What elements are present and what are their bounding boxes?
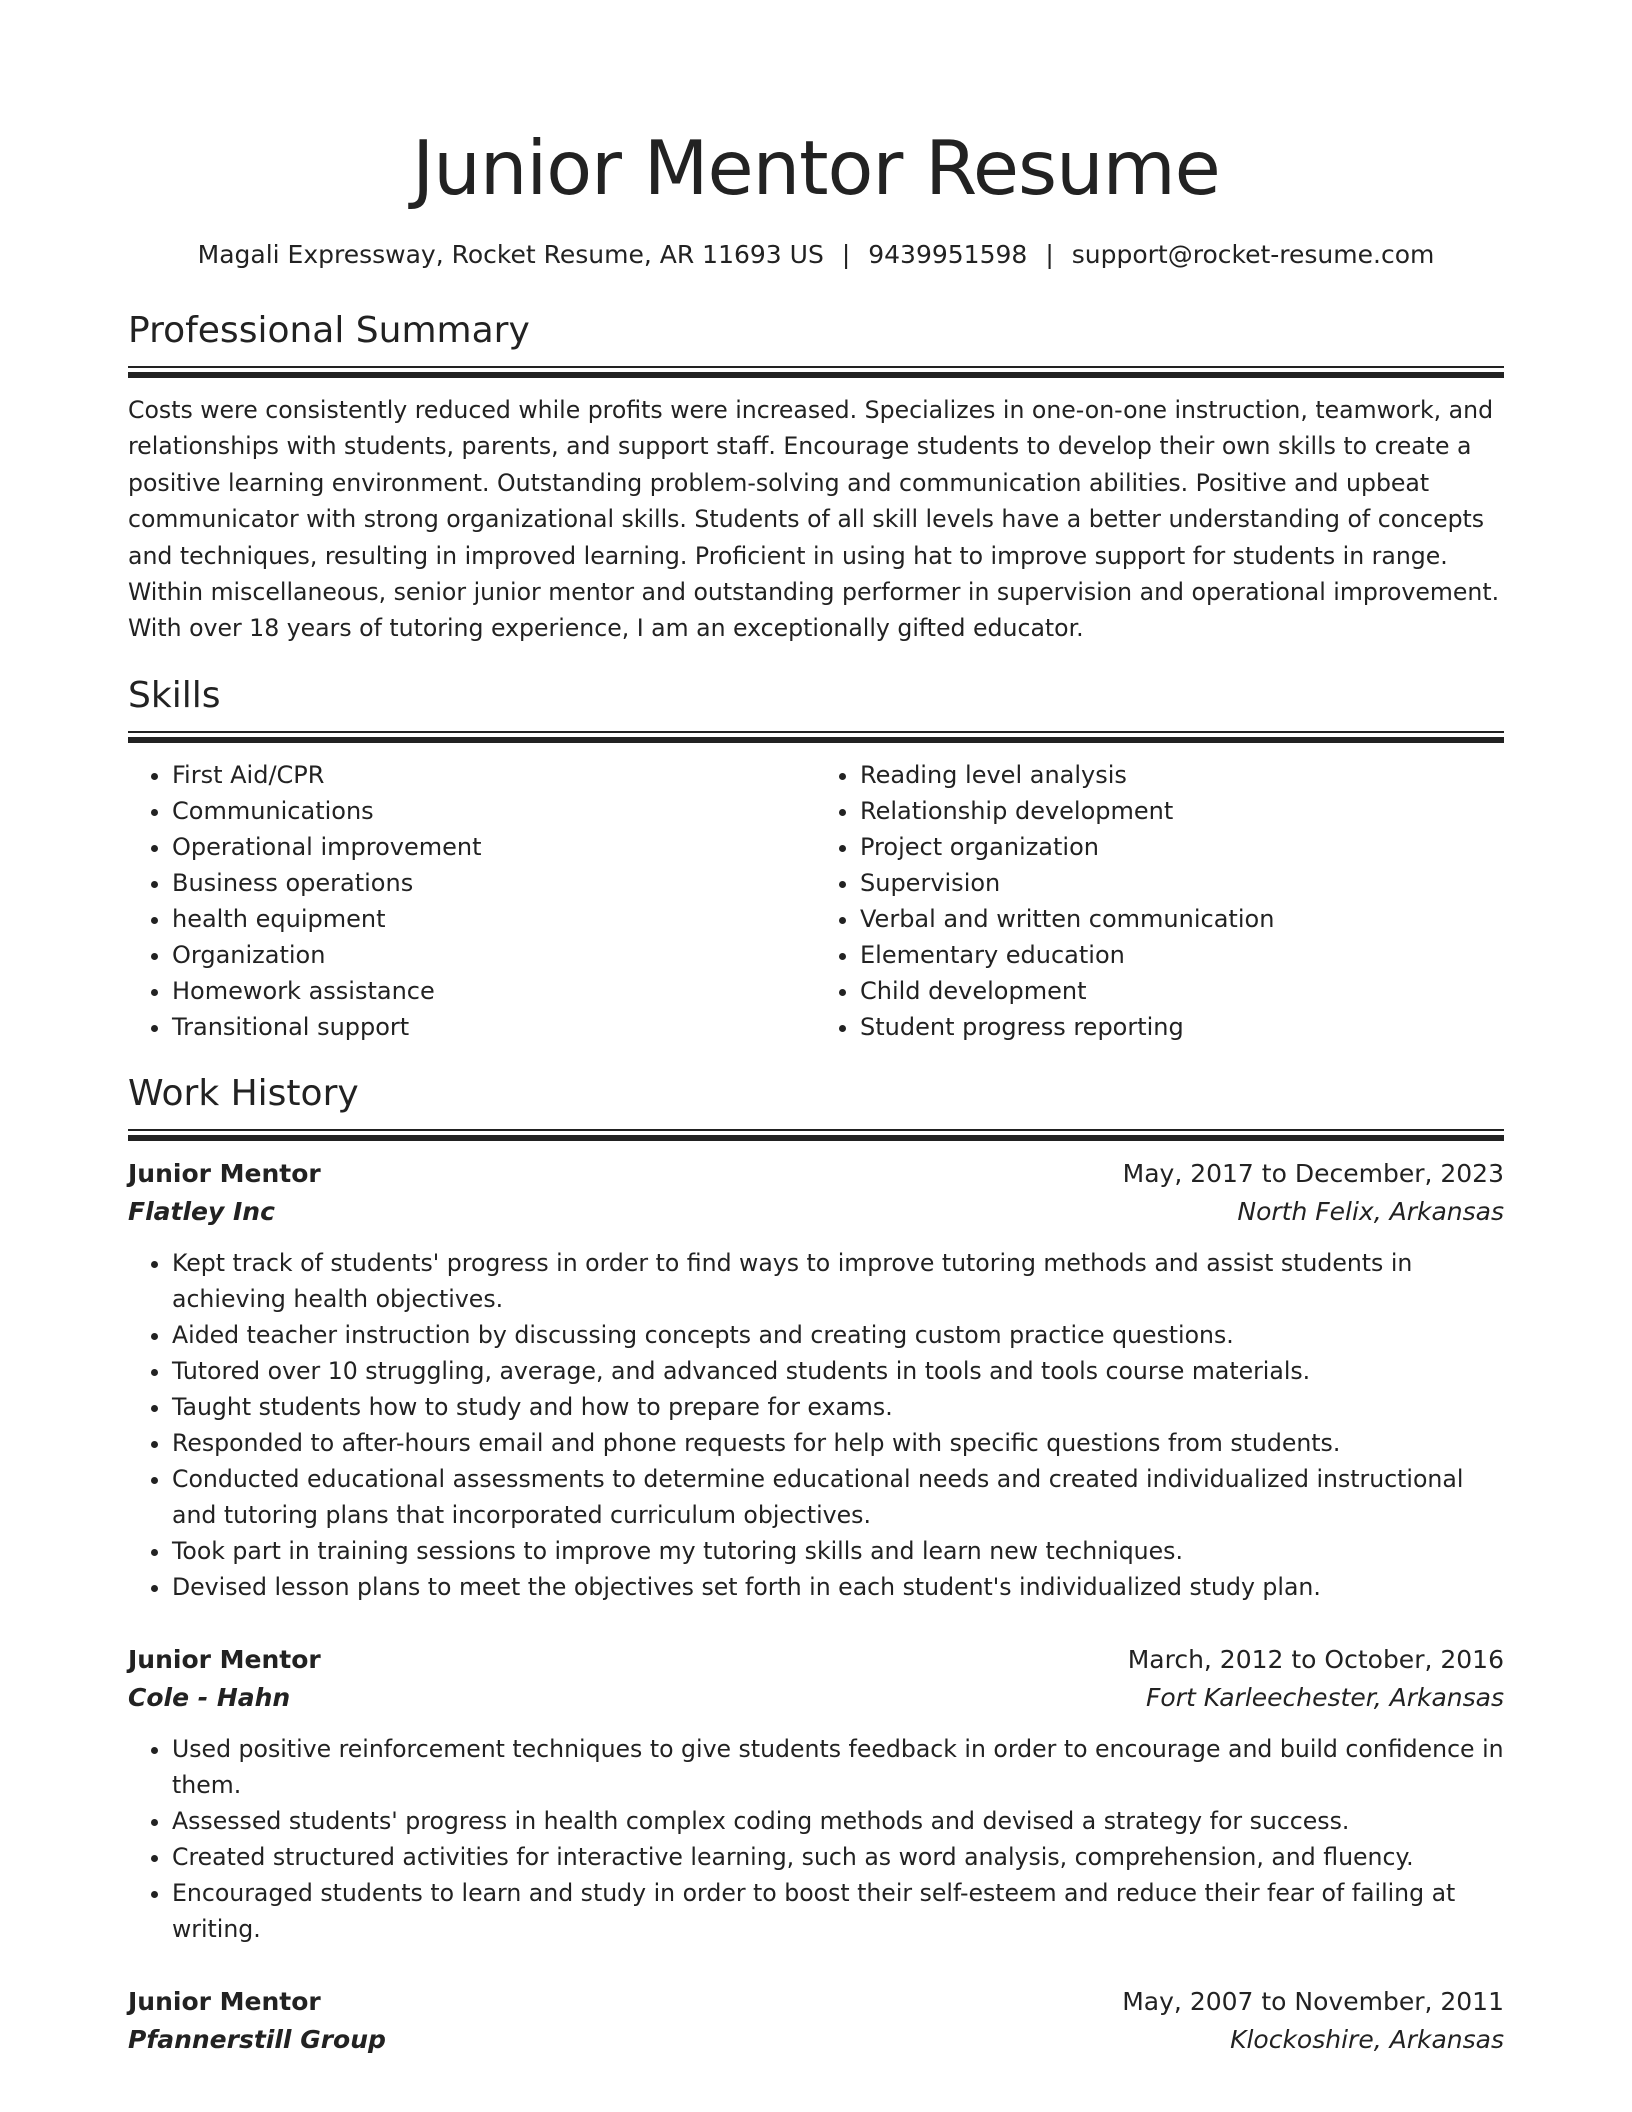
job-title: Junior Mentor — [128, 1986, 321, 2016]
skill-item: • Homework assistance — [172, 973, 816, 1009]
skill-item: • Child development — [860, 973, 1504, 1009]
job-title: Junior Mentor — [128, 1644, 321, 1674]
skills-section — [128, 673, 1504, 1045]
job-bullet: • Aided teacher instruction by discussing concepts and creating custom practice questions. — [172, 1317, 1504, 1353]
job-entry — [128, 1983, 1504, 2059]
contact-phone: 9439951598 — [868, 240, 1028, 269]
skill-item: • Relationship development — [860, 793, 1504, 829]
skill-item: • Verbal and written communication — [860, 901, 1504, 937]
job-dates: May, 2007 to November, 2011 — [1122, 1986, 1504, 2016]
skill-item: • Project organization — [860, 829, 1504, 865]
job-dates: March, 2012 to October, 2016 — [1127, 1644, 1504, 1674]
job-title: Junior Mentor — [128, 1158, 321, 1188]
job-company-row — [128, 2021, 1504, 2059]
summary-text: Costs were consistently reduced while profits were increased. Specializes in one-on-one instruction, teamwork, and relationships with students, parents, and support staff. Encourage students to develop their own skills to create a positive learning environment. Outstanding problem-solving and communication abilities. Positive and upbeat communicator with strong organizational skills. Students of all skill levels have a better understanding of concepts and techniques, resulting in improved learning. Proficient in using hat to improve support for students in range. Within miscellaneous, senior junior mentor and outstanding performer in supervision and operational improvement. With over 18 years of tutoring experience, I am an exceptionally gifted educator. — [128, 396, 1500, 643]
job-bullet-list — [128, 1731, 1504, 1947]
skill-item: • Transitional support — [172, 1009, 816, 1045]
summary-heading: Professional Summary — [128, 310, 530, 351]
skill-item: • Communications — [172, 793, 816, 829]
work-section — [128, 1071, 1504, 2059]
job-bullet: • Conducted educational assessments to determine educational needs and created individualized instructional and tutoring plans that incorporated curriculum objectives. — [172, 1461, 1504, 1533]
job-bullet-list — [128, 1245, 1504, 1605]
job-bullet: • Taught students how to study and how to prepare for exams. — [172, 1389, 1504, 1425]
job-entry — [128, 1155, 1504, 1605]
skills-columns — [128, 757, 1504, 1045]
job-dates: May, 2017 to December, 2023 — [1122, 1158, 1504, 1188]
skill-item: • Elementary education — [860, 937, 1504, 973]
section-divider — [128, 731, 1504, 743]
section-divider — [128, 1129, 1504, 1141]
job-company: Flatley Inc — [128, 1196, 275, 1226]
skills-list-left — [128, 757, 816, 1045]
contact-separator: | — [1045, 240, 1054, 269]
job-bullet: • Kept track of students' progress in order to find ways to improve tutoring methods and assist students in achieving health objectives. — [172, 1245, 1504, 1317]
resume-page — [128, 118, 1504, 2059]
job-header-row — [128, 1641, 1504, 1679]
job-company: Cole - Hahn — [128, 1682, 291, 1712]
skills-heading: Skills — [128, 674, 221, 716]
contact-email: support@rocket-resume.com — [1071, 240, 1435, 269]
job-company-row — [128, 1679, 1504, 1717]
job-bullet: • Devised lesson plans to meet the objectives set forth in each student's individualized study plan. — [172, 1569, 1504, 1605]
job-bullet: • Took part in training sessions to improve my tutoring skills and learn new techniques. — [172, 1533, 1504, 1569]
skill-item: • Student progress reporting — [860, 1009, 1504, 1045]
job-location: North Felix, Arkansas — [1237, 1196, 1504, 1226]
job-location: Klockoshire, Arkansas — [1230, 2024, 1504, 2054]
skill-item: • Operational improvement — [172, 829, 816, 865]
job-list — [128, 1155, 1504, 2059]
job-company: Pfannerstill Group — [128, 2024, 386, 2054]
skill-item: • Reading level analysis — [860, 757, 1504, 793]
skill-item: • Organization — [172, 937, 816, 973]
resume-title: Junior Mentor Resume — [412, 124, 1220, 212]
skills-list-right — [816, 757, 1504, 1045]
job-bullet: • Encouraged students to learn and study in order to boost their self-esteem and reduce their fear of failing at writing. — [172, 1875, 1504, 1947]
skill-item: • First Aid/CPR — [172, 757, 816, 793]
contact-separator: | — [841, 240, 851, 269]
skill-item: • Business operations — [172, 865, 816, 901]
job-company-row — [128, 1193, 1504, 1231]
skill-item: • health equipment — [172, 901, 816, 937]
job-entry — [128, 1641, 1504, 1947]
job-location: Fort Karleechester, Arkansas — [1146, 1682, 1504, 1712]
job-bullet: • Assessed students' progress in health complex coding methods and devised a strategy for success. — [172, 1803, 1504, 1839]
section-divider — [128, 366, 1504, 378]
work-heading: Work History — [128, 1072, 359, 1114]
job-bullet: • Used positive reinforcement techniques to give students feedback in order to encourage and build confidence in them. — [172, 1731, 1504, 1803]
skill-item: • Supervision — [860, 865, 1504, 901]
job-header-row — [128, 1155, 1504, 1193]
job-bullet: • Created structured activities for interactive learning, such as word analysis, comprehension, and fluency. — [172, 1839, 1504, 1875]
job-bullet: • Tutored over 10 struggling, average, and advanced students in tools and tools course materials. — [172, 1353, 1504, 1389]
contact-address: Magali Expressway, Rocket Resume, AR 11693 US — [197, 240, 824, 269]
summary-section — [128, 308, 1504, 647]
job-bullet: • Responded to after-hours email and phone requests for help with specific questions from students. — [172, 1425, 1504, 1461]
job-header-row — [128, 1983, 1504, 2021]
contact-line — [128, 238, 1504, 272]
